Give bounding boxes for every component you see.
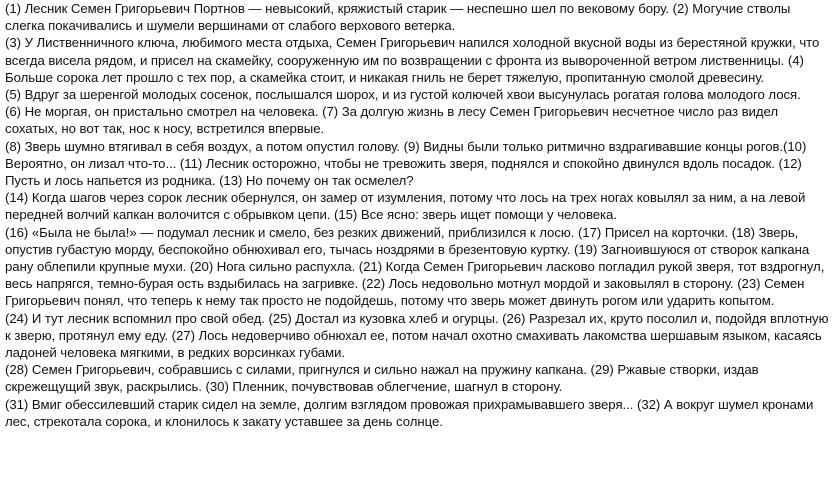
paragraph-6: (14) Когда шагов через сорок лесник обернулся, он замер от изумления, потому что лось на трех ногах ковылял за ним, а на левой передней волчий капкан волочится с обрывком цепи. (15) Все ясно: зверь ищет помощи у человека. — [5, 190, 806, 223]
paragraph-5: (8) Зверь шумно втягивал в себя воздух, а потом опустил голову. (9) Видны были только ритмично вздрагивавшие концы рогов.(10) Вероятно, он лизал что-то... (11) Лесник осторожно, чтобы не тревожить зверя, поднялся и спокойно двинулся вдоль посадок. (12) Пусть и лось напьется из родника. (13) Но почему он так осмелел? — [5, 138, 807, 189]
paragraph-9: (28) Семен Григорьевич, собравшись с силами, пригнулся и сильно нажал на пружину капкана. (29) Ржавые створки, издав скрежещущий звук, раскрылись. (30) Пленник, почувствовав облегчение, шагнул в сторону. — [5, 362, 759, 395]
paragraph-1: (1) Лесник Семен Григорьевич Портнов — невысокий, кряжистый старик — неспешно шел по вековому бору. (2) Могучие стволы слегка покачивались и шумели вершинами от слабого верхового ветерка. — [5, 1, 791, 34]
paragraph-10: (31) Вмиг обессилевший старик сидел на земле, долгим взглядом провожая прихрамывавшего зверя... (32) А вокруг шумел кронами лес, стрекотала сорока, и клонилось к закату уставшее за день солнце. — [5, 396, 814, 429]
paragraph-7: (16) «Была не была!» — подумал лесник и смело, без резких движений, приблизился к лосю. (17) Присел на корточки. (18) Зверь, опустив губастую морду, беспокойно обнюхивал его, тычась ноздрями в брезентовую куртку. (19) Загноившуюся от створок капкана рану облепили крупные мухи. (20) Нога сильно распухла. (21) Когда Семен Григорьевич ласково погладил рукой зверя, тот вздрогнул, весь напрягся, темно-бурая ость вздыбилась на загривке. (22) Лось недовольно мотнул мордой и заковылял в сторону. (23) Семен Григорьевич понял, что теперь к нему так просто не подойдешь, потому что зверь может двинуть рогом или ударить копытом. — [5, 224, 825, 309]
paragraph-4: (6) Не моргая, он пристально смотрел на человека. (7) За долгую жизнь в лесу Семен Григорьевич несчетное число раз видел сохатых, но вот так, нос к носу, встретился впервые. — [5, 104, 779, 137]
paragraph-3: (5) Вдруг за шеренгой молодых сосенок, послышался шорох, и из густой колючей хвои высунулась рогатая голова молодого лося. — [5, 87, 801, 103]
paragraph-8: (24) И тут лесник вспомнил про свой обед. (25) Достал из кузовка хлеб и огурцы. (26) Разрезал их, круто посолил и, подойдя вплотную к зверю, протянул ему еду. (27) Лось недоверчиво обнюхал ее, потом начал охотно смахивать лакомства шершавым языком, касаясь ладоней человека мягкими, в редких ворсинках губами. — [5, 310, 829, 361]
paragraph-2: (3) У Лиственничного ключа, любимого места отдыха, Семен Григорьевич напился холодной вкусной воды из берестяной кружки, что всегда висела рядом, и присел на скамейку, сооруженную им по возвращении с фронта из вывороченной ветром лиственницы. (4) Больше сорока лет прошло с тех пор, а скамейка стоит, и никакая гниль не берет тяжелую, пропитанную смолой древесину. — [5, 35, 820, 85]
